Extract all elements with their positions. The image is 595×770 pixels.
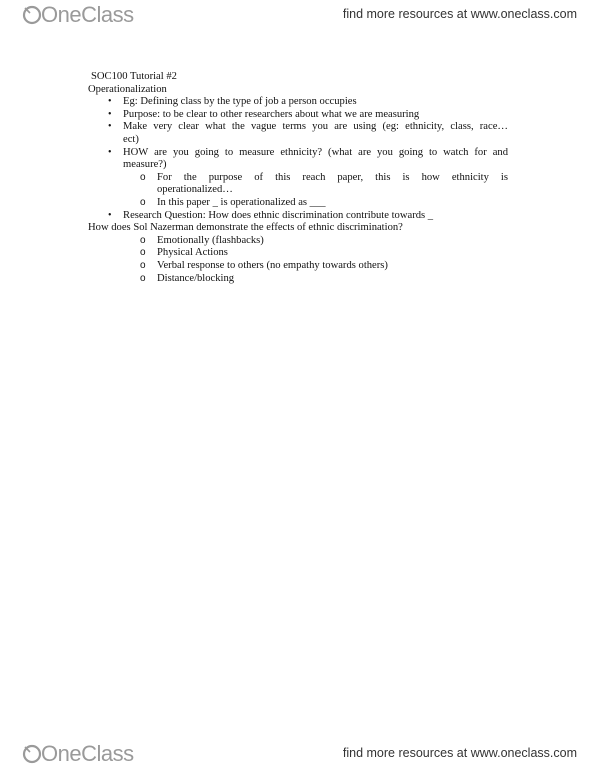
document-heading: Operationalization bbox=[88, 83, 167, 95]
sub-bullet-icon: o bbox=[140, 272, 146, 284]
sub-bullet-icon: o bbox=[140, 259, 146, 271]
sub-bullet-icon: o bbox=[140, 196, 146, 208]
sub-list-item bbox=[88, 260, 508, 273]
bullet-icon: • bbox=[108, 146, 112, 158]
answer-text: Emotionally (flashbacks) bbox=[157, 234, 264, 246]
list-item-text: Purpose: to be clear to other researchers about what we are measuring bbox=[123, 108, 420, 120]
list-item bbox=[88, 121, 508, 146]
bullet-icon: • bbox=[108, 108, 112, 120]
answer-text: Physical Actions bbox=[157, 247, 228, 259]
oneclass-o-icon bbox=[22, 5, 42, 25]
sub-list-item bbox=[88, 235, 508, 248]
answer-text: Distance/blocking bbox=[157, 272, 235, 284]
document-body bbox=[88, 71, 508, 285]
list-item bbox=[88, 210, 508, 223]
sub-list-item bbox=[88, 172, 508, 197]
sub-list-item bbox=[88, 273, 508, 286]
oneclass-o-icon bbox=[22, 744, 42, 764]
list-item bbox=[88, 147, 508, 172]
research-question-text: Research Question: How does ethnic discrimination contribute towards _ bbox=[123, 209, 434, 221]
bullet-icon: • bbox=[108, 121, 112, 133]
answer-text: Verbal response to others (no empathy towards others) bbox=[157, 259, 388, 271]
oneclass-logo bbox=[22, 2, 134, 28]
sub-bullet-icon: o bbox=[140, 234, 146, 246]
list-item-text: HOW are you going to measure ethnicity? (what are you going to watch for and bbox=[123, 146, 508, 158]
list-item-text: Eg: Defining class by the type of job a person occupies bbox=[123, 96, 357, 108]
logo-text: OneClass bbox=[41, 741, 134, 766]
oneclass-logo-footer bbox=[22, 741, 134, 767]
bullet-icon: • bbox=[108, 96, 112, 108]
list-item bbox=[88, 109, 508, 122]
sub-list-item-text: For the purpose of this reach paper, this is how ethnicity is bbox=[157, 171, 508, 183]
document-title: SOC100 Tutorial #2 bbox=[91, 71, 177, 82]
sub-list-item-text: In this paper _ is operationalized as ___ bbox=[157, 196, 326, 208]
sub-bullet-icon: o bbox=[140, 171, 146, 183]
sub-bullet-list bbox=[88, 172, 508, 210]
question-text: How does Sol Nazerman demonstrate the effects of ethnic discrimination? bbox=[88, 222, 403, 234]
research-bullet-list bbox=[88, 210, 508, 223]
logo-text: OneClass bbox=[41, 2, 134, 27]
resources-link[interactable]: find more resources at www.oneclass.com bbox=[342, 7, 577, 21]
bullet-list bbox=[88, 96, 508, 172]
sub-list-item bbox=[88, 197, 508, 210]
list-item bbox=[88, 96, 508, 109]
resources-link-footer[interactable]: find more resources at www.oneclass.com bbox=[342, 746, 577, 760]
sub-bullet-icon: o bbox=[140, 247, 146, 259]
list-item-text-cont: ect) bbox=[123, 133, 139, 145]
list-item-text: Make very clear what the vague terms you are using (eg: ethnicity, class, race… bbox=[123, 121, 508, 133]
sub-list-item-text-cont: operationalized… bbox=[157, 184, 233, 196]
answer-list bbox=[88, 235, 508, 285]
list-item-text-cont: measure?) bbox=[123, 159, 167, 171]
sub-list-item bbox=[88, 247, 508, 260]
bullet-icon: • bbox=[108, 209, 112, 221]
